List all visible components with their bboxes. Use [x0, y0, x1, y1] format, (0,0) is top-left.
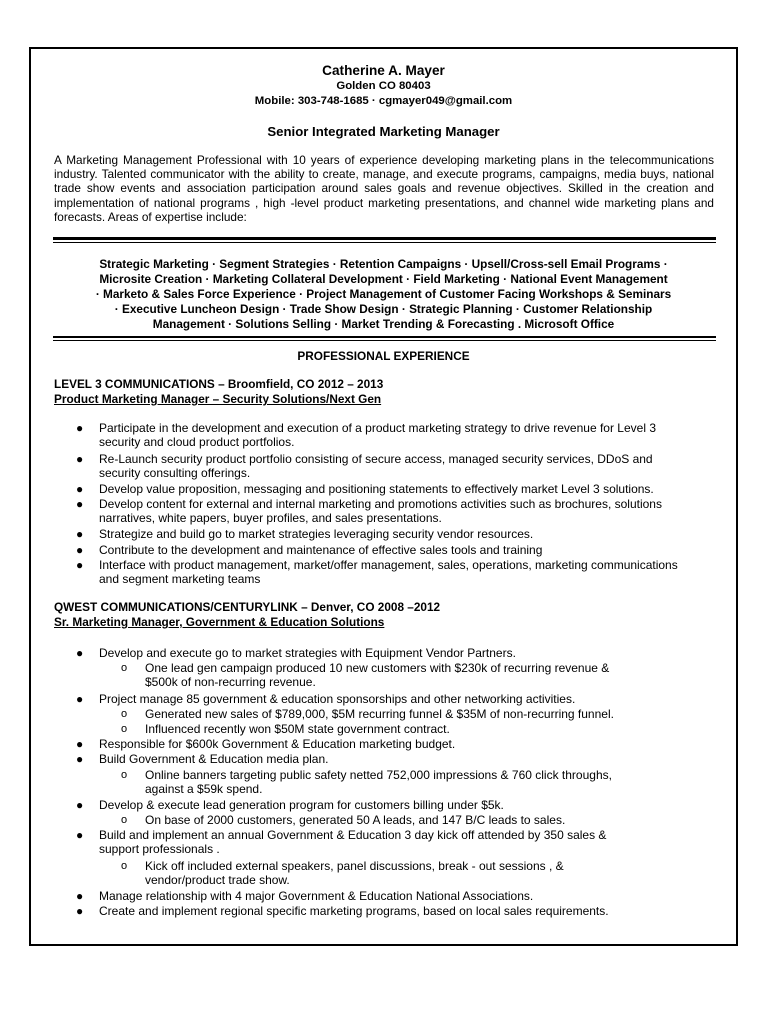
job-bullet: Develop and execute go to market strategies with Equipment Vendor Partners. [99, 646, 516, 660]
sub-bullet-marker: o [121, 723, 128, 735]
skills-line: Management · Solutions Selling · Market Trending & Forecasting . Microsoft Office [152, 317, 615, 331]
job-bullet: Re-Launch security product portfolio consisting of secure access, managed security services, DDoS and security consulting offerings. [99, 452, 653, 481]
bullet-marker: ● [76, 543, 84, 557]
job-sub-bullet: Generated new sales of $789,000, $5M recurring funnel & $35M of non-recurring funnel. [145, 707, 614, 721]
job-bullet: Create and implement regional specific marketing programs, based on local sales requirements. [99, 904, 609, 918]
sub-bullet-marker: o [121, 860, 128, 872]
job-bullet: Build Government & Education media plan. [99, 752, 329, 766]
skills-line: Microsite Creation · Marketing Collateral Development · Field Marketing · National Event Management [99, 272, 668, 286]
job-bullet: Project manage 85 government & education sponsorships and other networking activities. [99, 692, 576, 706]
skills-line: Strategic Marketing · Segment Strategies · Retention Campaigns · Upsell/Cross-sell Email Programs · [99, 257, 668, 271]
resume-title: Senior Integrated Marketing Manager [267, 124, 500, 139]
bullet-marker: ● [76, 737, 84, 751]
bullet-marker: ● [76, 646, 84, 660]
divider-bottom-thin [53, 340, 716, 341]
bullet-marker: ● [76, 752, 84, 766]
job-sub-bullet: On base of 2000 customers, generated 50 A leads, and 147 B/C leads to sales. [145, 813, 566, 827]
bullet-marker: ● [76, 452, 84, 466]
job-sub-bullet: One lead gen campaign produced 10 new customers with $230k of recurring revenue & $500k of non-recurring revenue. [145, 661, 610, 690]
job-bullet: Responsible for $600k Government & Education marketing budget. [99, 737, 456, 751]
summary-paragraph: A Marketing Management Professional with 10 years of experience developing marketing plans in the telecommunications industry. Talented communicator with the ability to create, manage, and execute programs, campaigns, media buys, national trade show events and association participation around sales goals and revenue objectives. Skilled in the creation and implementation of national programs , high -level product marketing presentations, and channel wide marketing plans and forecasts. Areas of expertise include: [54, 153, 714, 224]
sub-bullet-marker: o [121, 814, 128, 826]
job-bullet: Contribute to the development and maintenance of effective sales tools and training [99, 543, 543, 557]
bullet-marker: ● [76, 497, 84, 511]
job-sub-bullet: Influenced recently won $50M state government contract. [145, 722, 450, 736]
bullet-marker: ● [76, 828, 84, 842]
job-company: QWEST COMMUNICATIONS/CENTURYLINK – Denver, CO 2008 –2012 [54, 600, 441, 614]
job-company: LEVEL 3 COMMUNICATIONS – Broomfield, CO 2012 – 2013 [54, 377, 384, 391]
divider-bottom-thick [53, 336, 716, 338]
bullet-marker: ● [76, 889, 84, 903]
skills-line: · Marketo & Sales Force Experience · Project Management of Customer Facing Workshops & Seminars [95, 287, 672, 301]
job-bullet: Strategize and build go to market strategies leveraging security vendor resources. [99, 527, 534, 541]
candidate-contact: Mobile: 303-748-1685 · cgmayer049@gmail.com [254, 95, 513, 107]
sub-bullet-marker: o [121, 662, 128, 674]
job-bullet: Manage relationship with 4 major Government & Education National Associations. [99, 889, 534, 903]
job-bullet: Interface with product management, market/offer management, sales, operations, marketing communications and segment marketing teams [99, 558, 678, 587]
job-bullet: Develop content for external and internal marketing and promotions activities such as brochures, solutions narratives, white papers, buyer profiles, and sales presentations. [99, 497, 662, 526]
bullet-marker: ● [76, 798, 84, 812]
job-bullet: Develop value proposition, messaging and positioning statements to effectively market Level 3 solutions. [99, 482, 654, 496]
bullet-marker: ● [76, 558, 84, 572]
skills-line: · Executive Luncheon Design · Trade Show Design · Strategic Planning · Customer Relationship [114, 302, 653, 316]
sub-bullet-marker: o [121, 769, 128, 781]
bullet-marker: ● [76, 527, 84, 541]
bullet-marker: ● [76, 482, 84, 496]
bullet-marker: ● [76, 904, 84, 918]
job-bullet: Build and implement an annual Government & Education 3 day kick off attended by 350 sales & support professionals . [99, 828, 607, 857]
candidate-name: Catherine A. Mayer [322, 63, 445, 78]
job-role: Product Marketing Manager – Security Solutions/Next Gen [54, 392, 382, 406]
bullet-marker: ● [76, 692, 84, 706]
job-bullet: Develop & execute lead generation program for customers billing under $5k. [99, 798, 504, 812]
candidate-address: Golden CO 80403 [336, 80, 431, 92]
job-role: Sr. Marketing Manager, Government & Education Solutions [54, 615, 385, 629]
job-sub-bullet: Kick off included external speakers, panel discussions, break - out sessions , & vendor/product trade show. [145, 859, 564, 888]
job-bullet: Participate in the development and execution of a product marketing strategy to drive revenue for Level 3 security and cloud product portfolios. [99, 421, 656, 450]
bullet-marker: ● [76, 421, 84, 435]
divider-top-thin [53, 242, 716, 243]
sub-bullet-marker: o [121, 708, 128, 720]
job-sub-bullet: Online banners targeting public safety netted 752,000 impressions & 760 click throughs, against a $59k spend. [145, 768, 612, 797]
divider-top-thick [53, 237, 716, 240]
section-heading: PROFESSIONAL EXPERIENCE [297, 349, 470, 363]
